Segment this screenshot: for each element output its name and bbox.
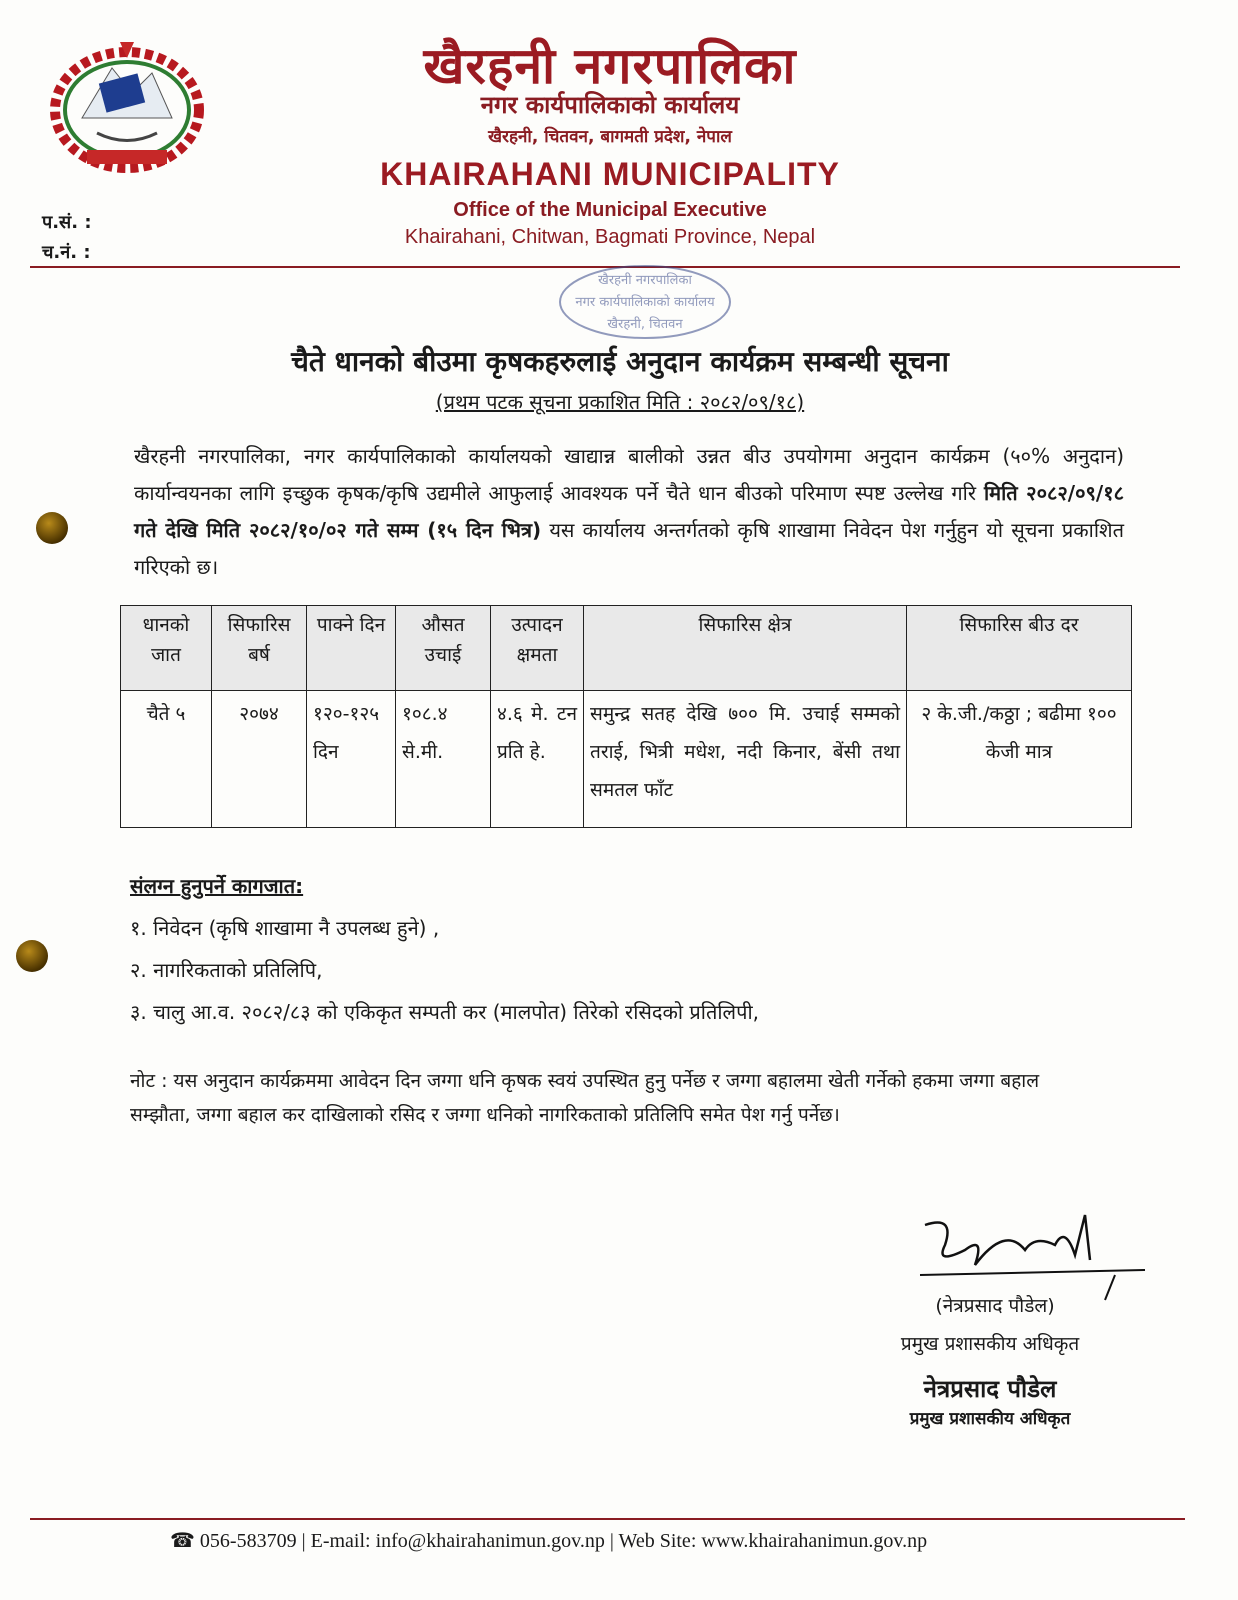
col-recommended-area: सिफारिस क्षेत्र xyxy=(584,606,907,691)
cell-recommended-area: समुन्द्र सतह देखि ७०० मि. उचाई सम्मको तराई, भित्री मधेश, नदी किनार, बेंसी तथा समतल फाँट xyxy=(584,691,907,828)
address-nepali: खैरहनी, चितवन, बागमती प्रदेश, नेपाल xyxy=(488,127,732,147)
cell-seed-rate: २ के.जी./कठ्ठा ; बढीमा १०० केजी मात्र xyxy=(907,691,1132,828)
col-variety: धानको जात xyxy=(121,606,212,691)
phone-number: 056-583709 xyxy=(199,1530,297,1552)
table-row xyxy=(121,691,1132,828)
footer-divider xyxy=(30,1518,1185,1520)
reference-number-label: प.सं. : xyxy=(42,212,92,233)
col-avg-height: औसत उचाई xyxy=(396,606,491,691)
office-stamp xyxy=(555,262,735,342)
col-yield: उत्पादन क्षमता xyxy=(491,606,584,691)
svg-text:नगर कार्यपालिकाको कार्यालय: नगर कार्यपालिकाको कार्यालय xyxy=(575,295,715,310)
office-name-english: Office of the Municipal Executive xyxy=(453,199,767,221)
cell-release-year: २०७४ xyxy=(212,691,307,828)
phone-icon: ☎ xyxy=(170,1530,195,1552)
address-english: Khairahani, Chitwan, Bagmati Province, Nepal xyxy=(404,226,816,248)
list-item: २. नागरिकताको प्रतिलिपि, xyxy=(130,958,323,982)
municipality-title-nepali: खैरहनी नगरपालिका xyxy=(423,37,797,95)
office-name-nepali: नगर कार्यपालिकाको कार्यालय xyxy=(480,91,740,119)
cell-yield: ४.६ मे. टन प्रति हे. xyxy=(491,691,584,828)
list-item: १. निवेदन (कृषि शाखामा नै उपलब्ध हुने) , xyxy=(130,916,440,940)
name-seal: नेत्रप्रसाद पौडेल xyxy=(923,1375,1057,1403)
notice-body: खैरहनी नगरपालिका, नगर कार्यपालिकाको कार्यालयको खाद्यान्न बालीको उन्नत बीउ उपयोगमा अनुदान कार्यक्रम (५०% अनुदान) कार्यान्वयनका लागि इच्छुक कृषक/कृषि उद्यमीले आफुलाई आवश्यक पर्ने चैते धान बीउको परिमाण स्पष्ट उल्लेख गरि मिति २०८२/०९/१८ गते देखि मिति २०८२/१०/०२ गते सम्म (१५ दिन भित्र) यस कार्यालय अन्तर्गतको कृषि शाखामा निवेदन पेश गर्नुहुन यो सूचना प्रकाशित गरिएको छ। xyxy=(134,444,1124,579)
signatory-role: प्रमुख प्रशासकीय अधिकृत xyxy=(900,1333,1080,1355)
note-paragraph: नोट : यस अनुदान कार्यक्रममा आवेदन दिन जग्गा धनि कृषक स्वयं उपस्थित हुनु पर्नेछ र जग्गा बहालमा खेती गर्नेको हकमा जग्गा बहाल सम्झौता, जग्गा बहाल कर दाखिलाको रसिद र जग्गा धनिको नागरिकताको प्रतिलिपि समेत पेश गर्नु पर्नेछ। xyxy=(130,1070,1040,1126)
municipality-title-english: KHAIRAHANI MUNICIPALITY xyxy=(380,156,840,192)
svg-text:खैरहनी, चितवन: खैरहनी, चितवन xyxy=(607,317,683,332)
cell-maturity-days: १२०-१२५ दिन xyxy=(307,691,396,828)
attachments-heading: संलग्न हुनुपर्ने कागजात: xyxy=(130,874,304,898)
punch-hole xyxy=(16,940,48,972)
col-release-year: सिफारिस बर्ष xyxy=(212,606,307,691)
notice-publish-date: (प्रथम पटक सूचना प्रकाशित मिति : २०८२/०९/१८) xyxy=(435,390,805,414)
col-maturity-days: पाक्ने दिन xyxy=(307,606,396,691)
role-seal: प्रमुख प्रशासकीय अधिकृत xyxy=(909,1409,1071,1429)
nepal-emblem-icon xyxy=(42,38,212,178)
cell-avg-height: १०८.४ से.मी. xyxy=(396,691,491,828)
dispatch-number-label: च.नं. : xyxy=(42,242,91,263)
col-seed-rate: सिफारिस बीउ दर xyxy=(907,606,1132,691)
list-item: ३. चालु आ.व. २०८२/८३ को एकिकृत सम्पती कर (मालपोत) तिरेको रसिदको प्रतिलिपी, xyxy=(130,1000,760,1024)
email-address: E-mail: info@khairahanimun.gov.np xyxy=(310,1530,605,1552)
svg-text:खैरहनी नगरपालिका: खैरहनी नगरपालिका xyxy=(598,273,692,288)
website: Web Site: www.khairahanimun.gov.np xyxy=(618,1530,928,1552)
notice-title: चैते धानको बीउमा कृषकहरुलाई अनुदान कार्यक्रम सम्बन्धी सूचना xyxy=(291,345,949,378)
cell-variety: चैते ५ xyxy=(121,691,212,828)
punch-hole xyxy=(36,512,68,544)
footer-contact: ☎ 056-583709 | E-mail: info@khairahanimun.gov.np | Web Site: www.khairahanimun.gov.np xyxy=(170,1530,928,1552)
application-period: मिति २०८२/०९/१८ गते देखि मिति २०८२/१०/०२ गते सम्म (१५ दिन भित्र) xyxy=(134,481,1124,542)
signatory-name: (नेत्रप्रसाद पौडेल) xyxy=(935,1295,1055,1317)
seed-variety-table xyxy=(120,605,1132,828)
